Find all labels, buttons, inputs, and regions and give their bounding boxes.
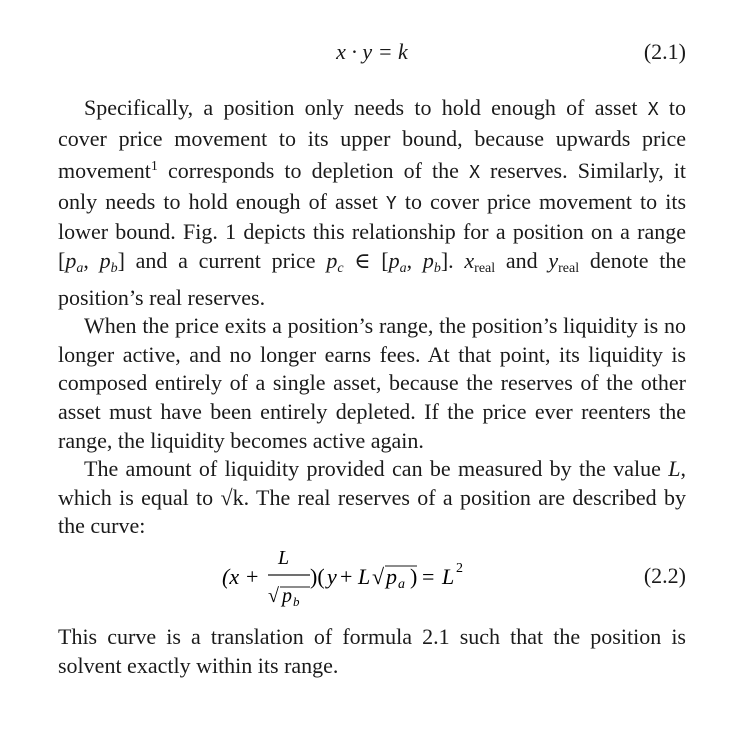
svg-text:L: L [278, 548, 290, 569]
svg-text:p: p [282, 585, 292, 607]
svg-text:p: p [386, 564, 397, 589]
paragraph-1: Specifically, a position only needs to hold enough of asset X to cover price movement to its upper bound, because upwards price movement$^1$ corresponds to depletion of the X reserves. Similarly, it only needs to hold enough of asset Y to cover price movement to its lower bound. Fig. 1 depicts this relationship for a position on a range [$p_a$, $p_b$] and a current price $p_c$ ∈ [$p_a$, $p_b$]. $x_{real}$ and $y_{real}$ denote the position’s real reserves. [58, 95, 687, 310]
footnote-mark: 1 [150, 159, 158, 175]
paragraph-4: This curve is a translation of formula 2.1 such that the position is solvent exactly within its range. [58, 624, 686, 678]
svg-text:): ) [410, 564, 418, 589]
svg-text:L: L [358, 564, 371, 589]
svg-text:√: √ [372, 564, 385, 589]
svg-text:y: y [327, 564, 337, 589]
svg-text:=: = [422, 564, 435, 589]
paragraph-3: The amount of liquidity provided can be measured by the value L, which is equal to √k. The real reserves of a position are described by the curve: [58, 456, 687, 539]
svg-text:√: √ [268, 585, 279, 607]
equation-2-2-expression [222, 548, 522, 610]
asset-y-label: Y [385, 192, 397, 214]
closing-text [58, 623, 686, 680]
asset-x-label: X [647, 99, 659, 120]
sqrt-k: √k [220, 484, 244, 510]
body-text [58, 94, 686, 541]
equation-2-1-number: (2.1) [643, 39, 686, 64]
svg-text:L: L [442, 564, 455, 589]
svg-text:)(: )( [310, 564, 325, 589]
svg-text:2: 2 [456, 561, 463, 576]
svg-text:(x +: (x + [222, 564, 260, 589]
paragraph-2: When the price exits a position’s range, the position’s liquidity is no longer active, and no longer earns fees. At that point, its liquidity is composed entirely of a single asset, because the reserves of the other asset must have been entirely depleted. If the price ever reenters the range, the liquidity becomes active again. [58, 313, 686, 453]
liquidity-symbol: L [668, 456, 681, 482]
svg-text:a: a [398, 577, 405, 592]
equation-2-1-expression: x · y = k [336, 39, 408, 64]
equation-2-2 [58, 548, 686, 610]
svg-text:b: b [293, 594, 300, 609]
equation-2-2-number: (2.2) [643, 563, 686, 588]
svg-text:+: + [340, 564, 353, 589]
